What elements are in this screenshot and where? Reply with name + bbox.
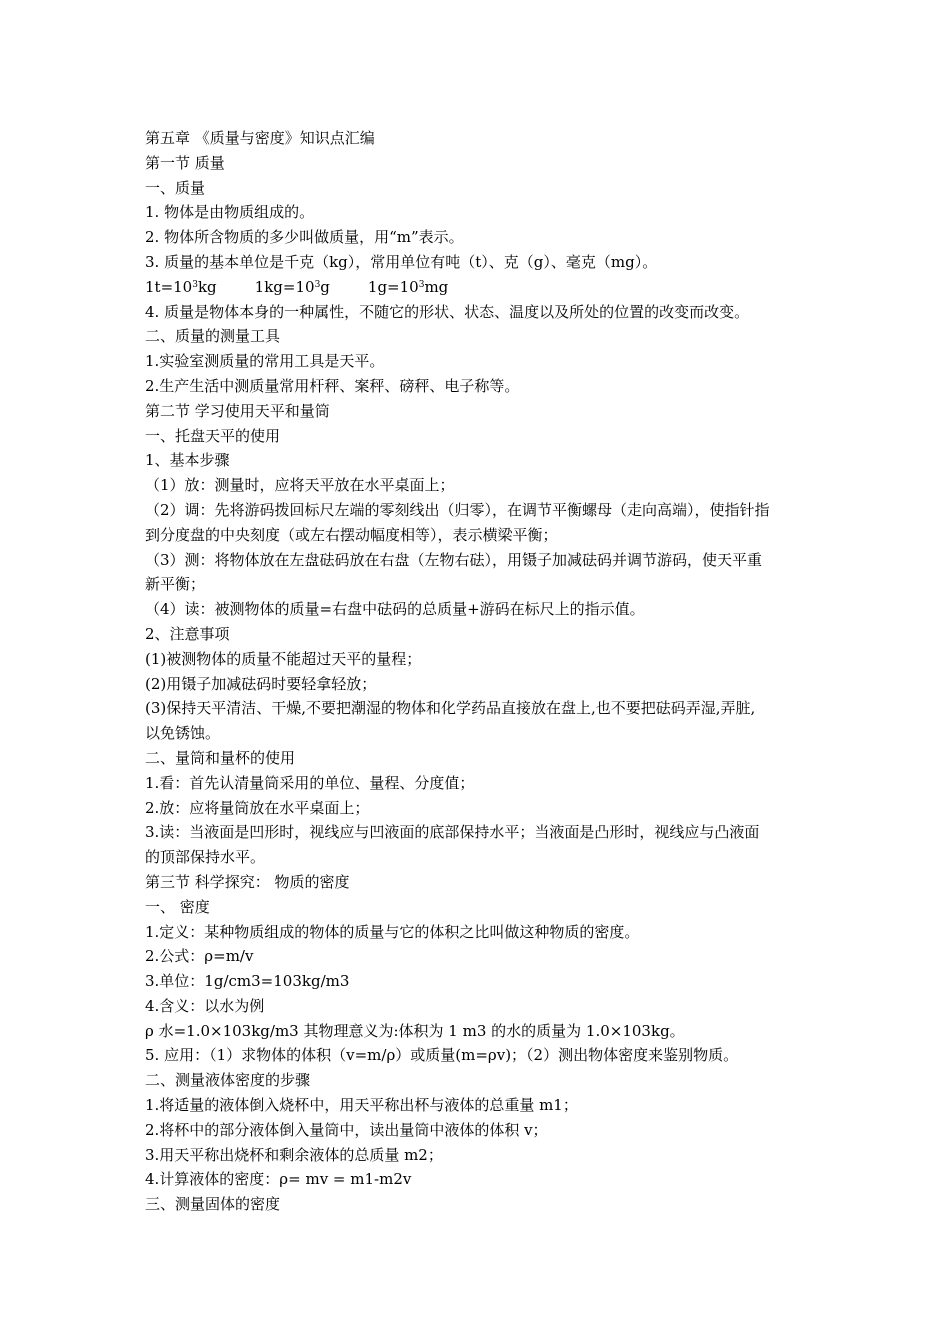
text-line: 2.放：应将量筒放在水平桌面上；: [145, 798, 370, 817]
text-line: （2）调：先将游码拨回标尺左端的零刻线出（归零），在调节平衡螺母（走向高端），使指针指: [145, 500, 770, 519]
text-line: 的顶部保持水平。: [145, 848, 266, 867]
text-line: ρ 水=1.0×103kg/m3 其物理意义为:体积为 1 m3 的水的质量为 1.0×103kg。: [145, 1021, 685, 1040]
text-line: (2)用镊子加减砝码时要轻拿轻放；: [145, 674, 377, 693]
text-line: 2. 物体所含物质的多少叫做质量，用“m”表示。: [145, 228, 464, 247]
text-line: 3.单位：1g/cm3=103kg/m3: [145, 972, 350, 991]
text-line: 4.含义：以水为例: [145, 996, 265, 1015]
text-line: 1.定义：某种物质组成的物体的质量与它的体积之比叫做这种物质的密度。: [145, 922, 640, 941]
subsection-heading: 二、量筒和量杯的使用: [145, 748, 296, 767]
text-line: 3.读：当液面是凹形时，视线应与凹液面的底部保持水平；当液面是凸形时，视线应与凸液面: [145, 823, 760, 842]
text-line: 4.计算液体的密度：ρ= mv = m1-m2v: [145, 1170, 412, 1189]
text-line: 2.公式：ρ=m/v: [145, 947, 254, 966]
subsection-heading: 一、 密度: [145, 897, 210, 916]
text-line: 1.将适量的液体倒入烧杯中，用天平称出杯与液体的总重量 m1；: [145, 1096, 578, 1115]
subsection-heading: 一、质量: [145, 178, 206, 197]
text-line: (1)被测物体的质量不能超过天平的量程；: [145, 649, 422, 668]
text-line: 1.看：首先认清量筒采用的单位、量程、分度值；: [145, 773, 475, 792]
text-line: 以免锈蚀。: [145, 724, 221, 743]
text-line: 到分度盘的中央刻度（或左右摆动幅度相等），表示横梁平衡；: [145, 525, 558, 544]
text-line: 2.将杯中的部分液体倒入量筒中，读出量筒中液体的体积 v；: [145, 1120, 548, 1139]
text-line: （1）放：测量时，应将天平放在水平桌面上；: [145, 476, 455, 495]
text-line: (3)保持天平清洁、干燥,不要把潮湿的物体和化学药品直接放在盘上,也不要把砝码弄湿,弄脏,: [145, 699, 756, 718]
unit-t: $1t=10^3kg$: [145, 277, 217, 296]
document-page: [145, 126, 815, 1217]
text-line: 4. 质量是物体本身的一种属性，不随它的形状、状态、温度以及所处的位置的改变而改变。: [145, 302, 750, 321]
text-line: （4）读：被测物体的质量=右盘中砝码的总质量+游码在标尺上的指示值。: [145, 600, 645, 619]
text-line: 新平衡；: [145, 575, 206, 594]
text-line: 3.用天平称出烧杯和剩余液体的总质量 m2；: [145, 1145, 443, 1164]
text-line: 1. 物体是由物质组成的。: [145, 203, 315, 222]
chapter-title: 第五章 《质量与密度》知识点汇编: [145, 129, 375, 147]
text-line: 5. 应用：（1）求物体的体积（v=m/ρ）或质量(m=ρv)；（2）测出物体密度来鉴别物质。: [145, 1046, 739, 1065]
text-line: 1.实验室测质量的常用工具是天平。: [145, 352, 385, 371]
text-line: （3）测：将物体放在左盘砝码放在右盘（左物右砝），用镊子加减砝码并调节游码，使天平重: [145, 550, 763, 569]
subsection-heading: 二、测量液体密度的步骤: [145, 1071, 311, 1090]
unit-conversion-line: [145, 275, 815, 300]
section-heading: 第一节 质量: [145, 153, 225, 172]
subsection-heading: 三、测量固体的密度: [145, 1195, 281, 1214]
text-line: 2.生产生活中测质量常用杆秤、案秤、磅秤、电子称等。: [145, 376, 520, 395]
subsection-heading: 一、托盘天平的使用: [145, 426, 281, 445]
subsection-heading: 2、注意事项: [145, 624, 230, 643]
text-line: 1、基本步骤: [145, 451, 230, 470]
text-line: 3. 质量的基本单位是千克（kg），常用单位有吨（t）、克（g）、毫克（mg）。: [145, 252, 658, 271]
unit-kg: $1kg=10^3g$: [254, 277, 330, 296]
section-heading: 第三节 科学探究： 物质的密度: [145, 872, 350, 891]
subsection-heading: 二、质量的测量工具: [145, 327, 281, 346]
unit-g: $1g=10^3mg$: [367, 277, 449, 296]
section-heading: 第二节 学习使用天平和量筒: [145, 401, 330, 420]
